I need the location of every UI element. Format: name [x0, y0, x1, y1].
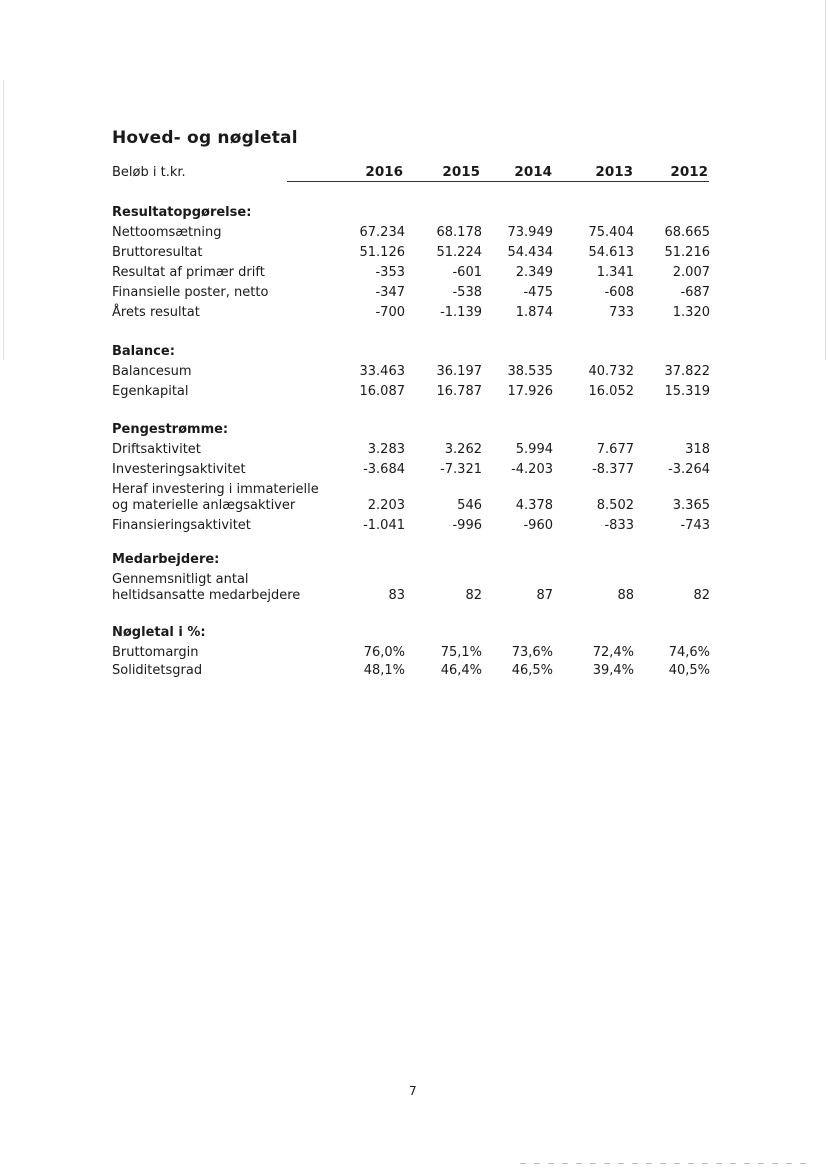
row-label: Bruttomargin — [112, 645, 199, 660]
cell-value: 73.949 — [507, 225, 553, 240]
cell-value: 68.665 — [664, 225, 710, 240]
cell-value: -347 — [375, 285, 405, 300]
cell-value: 37.822 — [664, 364, 710, 379]
cell-value: 76,0% — [363, 645, 405, 660]
cell-value: 3.283 — [367, 442, 405, 457]
table-header — [112, 165, 712, 185]
cell-value: -4.203 — [511, 462, 553, 477]
row-label: Investeringsaktivitet — [112, 462, 246, 477]
cell-value: -7.321 — [440, 462, 482, 477]
section-title: Pengestrømme: — [112, 422, 229, 437]
table-row — [112, 480, 712, 516]
section-title: Nøgletal i %: — [112, 625, 206, 640]
cell-value: 2.203 — [367, 498, 405, 513]
cell-value: 2.349 — [515, 265, 553, 280]
row-label: Årets resultat — [112, 305, 200, 320]
section-title: Medarbejdere: — [112, 552, 220, 567]
cell-value: 75.404 — [588, 225, 634, 240]
row-label: Soliditetsgrad — [112, 663, 203, 678]
page-number: 7 — [409, 1084, 417, 1098]
row-label-line: heltidsansatte medarbejdere — [112, 588, 301, 603]
cell-value: 74,6% — [668, 645, 710, 660]
cell-value: -1.139 — [440, 305, 482, 320]
row-label: Finansieringsaktivitet — [112, 518, 251, 533]
table-row — [112, 223, 712, 243]
table-row — [112, 362, 712, 382]
table-row — [112, 661, 712, 679]
cell-value: 46,5% — [511, 663, 553, 678]
row-label: Egenkapital — [112, 384, 189, 399]
page-title: Hoved- og nøgletal — [112, 128, 298, 148]
cell-value: 733 — [609, 305, 634, 320]
table-row — [112, 263, 712, 283]
cell-value: 7.677 — [596, 442, 634, 457]
cell-value: 46,4% — [440, 663, 482, 678]
table-row — [112, 460, 712, 480]
cell-value: 3.262 — [444, 442, 482, 457]
row-label-line: og materielle anlægsaktiver — [112, 498, 296, 513]
cell-value: 2.007 — [672, 265, 710, 280]
table-row — [112, 570, 712, 606]
year-header: 2016 — [365, 164, 403, 180]
cell-value: 38.535 — [507, 364, 553, 379]
cell-value: 87 — [536, 588, 553, 603]
table-row — [112, 516, 712, 536]
cell-value: 83 — [388, 588, 405, 603]
section-key-ratios — [112, 623, 712, 679]
cell-value: 1.874 — [515, 305, 553, 320]
header-underline — [287, 181, 709, 182]
cell-value: 68.178 — [436, 225, 482, 240]
table-row — [112, 382, 712, 402]
section-title: Resultatopgørelse: — [112, 205, 252, 220]
section-income-statement — [112, 203, 712, 323]
scan-artifact — [520, 1163, 810, 1164]
scan-edge-right — [825, 0, 826, 360]
cell-value: 1.341 — [596, 265, 634, 280]
cell-value: 33.463 — [359, 364, 405, 379]
section-balance — [112, 342, 712, 402]
cell-value: 15.319 — [664, 384, 710, 399]
row-label: Finansielle poster, netto — [112, 285, 269, 300]
cell-value: 546 — [457, 498, 482, 513]
row-label: Bruttoresultat — [112, 245, 203, 260]
cell-value: 40.732 — [588, 364, 634, 379]
row-label: Resultat af primær drift — [112, 265, 265, 280]
cell-value: -1.041 — [363, 518, 405, 533]
scan-edge-left — [3, 80, 4, 360]
cell-value: 16.787 — [436, 384, 482, 399]
table-row — [112, 243, 712, 263]
cell-value: 54.613 — [588, 245, 634, 260]
cell-value: 82 — [693, 588, 710, 603]
cell-value: 16.087 — [359, 384, 405, 399]
cell-value: 16.052 — [588, 384, 634, 399]
cell-value: -3.264 — [668, 462, 710, 477]
cell-value: 36.197 — [436, 364, 482, 379]
cell-value: -700 — [375, 305, 405, 320]
unit-label: Beløb i t.kr. — [112, 165, 186, 180]
row-label: Nettoomsætning — [112, 225, 222, 240]
row-label — [112, 572, 300, 604]
row-label-line: Heraf investering i immaterielle — [112, 482, 319, 497]
cell-value: 73,6% — [511, 645, 553, 660]
year-header: 2015 — [442, 164, 480, 180]
row-label — [112, 482, 319, 514]
cell-value: 54.434 — [507, 245, 553, 260]
cell-value: 39,4% — [592, 663, 634, 678]
cell-value: 17.926 — [507, 384, 553, 399]
section-employees — [112, 550, 712, 606]
table-row — [112, 643, 712, 661]
cell-value: -475 — [523, 285, 553, 300]
section-cash-flows — [112, 420, 712, 536]
row-label-line: Gennemsnitligt antal — [112, 572, 249, 587]
cell-value: -353 — [375, 265, 405, 280]
cell-value: 51.216 — [664, 245, 710, 260]
cell-value: -687 — [680, 285, 710, 300]
cell-value: 3.365 — [672, 498, 710, 513]
cell-value: -996 — [452, 518, 482, 533]
cell-value: 8.502 — [596, 498, 634, 513]
cell-value: -960 — [523, 518, 553, 533]
row-label: Balancesum — [112, 364, 192, 379]
year-header: 2014 — [514, 164, 552, 180]
cell-value: -743 — [680, 518, 710, 533]
cell-value: -601 — [452, 265, 482, 280]
cell-value: 75,1% — [440, 645, 482, 660]
cell-value: 40,5% — [668, 663, 710, 678]
cell-value: 67.234 — [359, 225, 405, 240]
cell-value: 88 — [617, 588, 634, 603]
year-header: 2012 — [670, 164, 708, 180]
table-row — [112, 440, 712, 460]
cell-value: -833 — [604, 518, 634, 533]
cell-value: 48,1% — [363, 663, 405, 678]
cell-value: 72,4% — [592, 645, 634, 660]
cell-value: 51.224 — [436, 245, 482, 260]
table-row — [112, 283, 712, 303]
row-label: Driftsaktivitet — [112, 442, 201, 457]
cell-value: -3.684 — [363, 462, 405, 477]
cell-value: 82 — [465, 588, 482, 603]
cell-value: 51.126 — [359, 245, 405, 260]
cell-value: -538 — [452, 285, 482, 300]
cell-value: 318 — [685, 442, 710, 457]
cell-value: -608 — [604, 285, 634, 300]
section-title: Balance: — [112, 344, 175, 359]
table-row — [112, 303, 712, 323]
year-header: 2013 — [595, 164, 633, 180]
cell-value: -8.377 — [592, 462, 634, 477]
cell-value: 1.320 — [672, 305, 710, 320]
cell-value: 4.378 — [515, 498, 553, 513]
cell-value: 5.994 — [515, 442, 553, 457]
